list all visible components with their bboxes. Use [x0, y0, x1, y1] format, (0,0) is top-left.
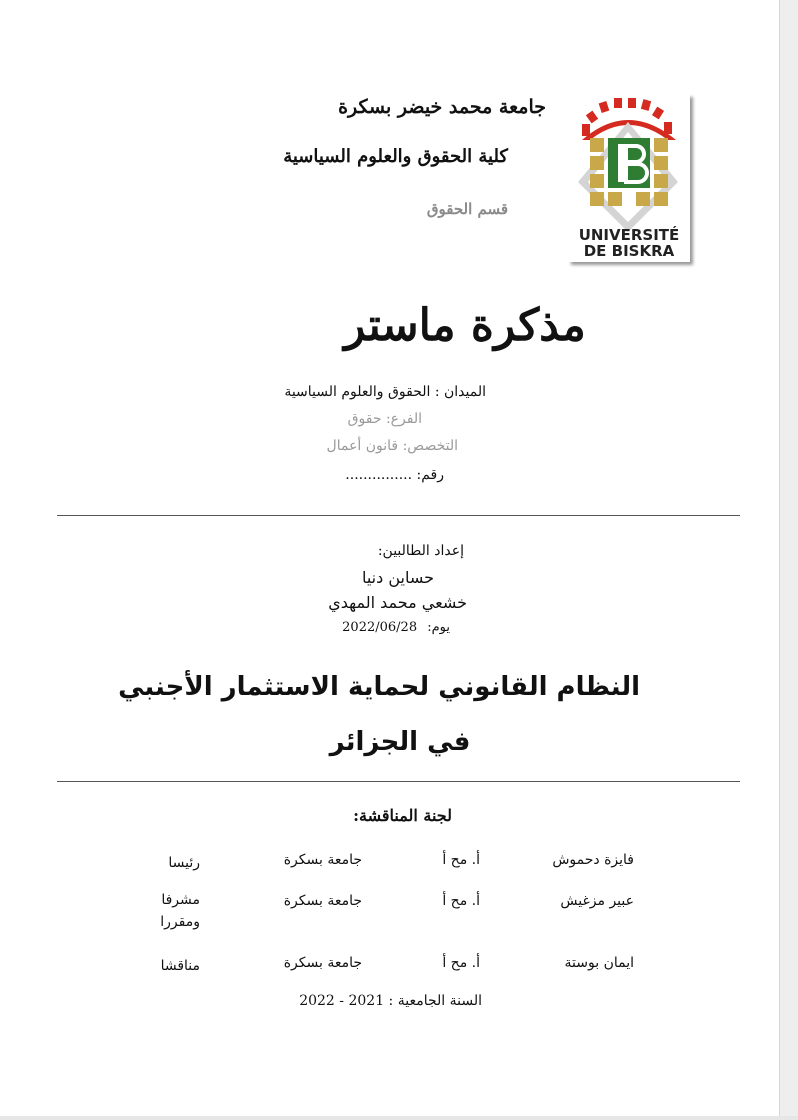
- logo-text-line1: UNIVERSITÉ: [578, 226, 680, 244]
- biskra-logo-icon: [568, 94, 690, 262]
- committee-heading: لجنة المناقشة:: [353, 806, 452, 825]
- department-name: قسم الحقوق: [426, 200, 508, 218]
- logo-text-line2: DE BISKRA: [583, 242, 675, 260]
- number-line: رقم: ...............: [345, 467, 444, 483]
- academic-year: السنة الجامعية : 2021 - 2022: [299, 993, 482, 1009]
- specialty-line: التخصص: قانون أعمال: [326, 438, 458, 454]
- defense-date: [342, 620, 450, 635]
- date-value: 2022/06/28: [342, 620, 418, 635]
- university-logo: [568, 94, 690, 262]
- prepared-by-heading: إعداد الطالبين:: [377, 543, 464, 559]
- student-name-2: خشعي محمد المهدي: [328, 593, 467, 612]
- member-rank: أ. مح أ: [442, 893, 480, 909]
- vertical-scrollbar[interactable]: [779, 0, 798, 1120]
- field-line: الميدان : الحقوق والعلوم السياسية: [284, 384, 486, 400]
- faculty-name: كلية الحقوق والعلوم السياسية: [283, 146, 508, 167]
- horizontal-scrollbar[interactable]: [0, 1116, 798, 1120]
- member-role: رئيسا: [168, 855, 200, 871]
- memo-title: مذكرة ماستر: [344, 300, 586, 351]
- thesis-title-line2: في الجزائر: [329, 727, 471, 757]
- student-name-1: حساين دنيا: [361, 568, 434, 587]
- date-label: يوم:: [427, 620, 450, 635]
- thesis-title-line1: النظام القانوني لحماية الاستثمار الأجنبي: [118, 672, 640, 702]
- member-rank: أ. مح أ: [442, 955, 480, 971]
- member-university: جامعة بسكرة: [283, 955, 362, 971]
- member-name: فايزة دحموش: [552, 852, 634, 868]
- university-name: جامعة محمد خيضر بسكرة: [338, 96, 546, 118]
- member-role: مناقشا: [160, 958, 200, 974]
- branch-line: الفرع: حقوق: [347, 411, 422, 427]
- member-name: ايمان بوستة: [564, 955, 634, 971]
- member-university: جامعة بسكرة: [283, 852, 362, 868]
- member-name: عبير مزغيش: [560, 893, 634, 909]
- member-rank: أ. مح أ: [442, 852, 480, 868]
- divider-bottom: [57, 781, 740, 782]
- member-role: مشرفا ومقررا: [160, 892, 200, 930]
- divider-top: [57, 515, 740, 516]
- member-university: جامعة بسكرة: [283, 893, 362, 909]
